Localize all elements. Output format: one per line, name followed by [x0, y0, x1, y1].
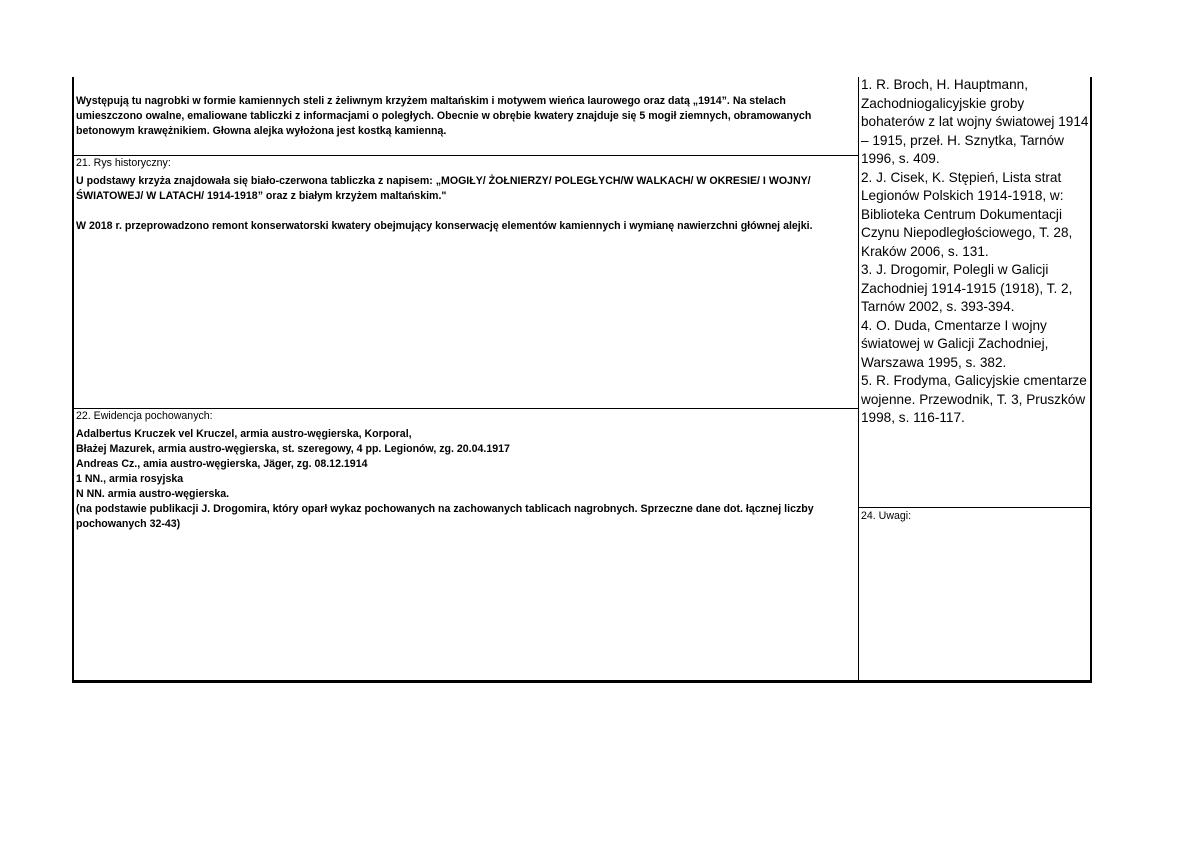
column-divider [858, 77, 859, 680]
reference-item: 1. R. Broch, H. Hauptmann, Zachodniogalicyjskie groby bohaterów z lat wojny światowej 1914 – 1915, przeł. H. Sznytka, Tarnów 1996, s. 409. [861, 77, 1089, 166]
row-divider-21 [74, 155, 858, 156]
references-cell [861, 76, 1091, 428]
burial-note: (na podstawie publikacji J. Drogomira, który oparł wykaz pochowanych na zachowanych tablicach nagrobnych. Sprzeczne dane dot. łącznej liczby pochowanych 32-43) [76, 503, 814, 530]
burial-entry: Adalbertus Kruczek vel Kruczel, armia austro-węgierska, Korporal, [76, 428, 412, 440]
section-21-paragraph: U podstawy krzyża znajdowała się biało-czerwona tabliczka z napisem: „MOGIŁY/ ŻOŁNIERZY/ POLEGŁYCH/W WALKACH/ W OKRESIE/ I WOJNY/ ŚWIATOWEJ/ W LATACH/ 1914-1918” oraz z białym krzyżem maltańskim." [76, 175, 811, 202]
burial-entry: N NN. armia austro-węgierska. [76, 488, 230, 500]
row-divider-22 [74, 408, 858, 409]
burial-entry: 1 NN., armia rosyjska [76, 473, 184, 485]
row-divider-24 [859, 507, 1092, 508]
section-24-cell [861, 510, 1091, 523]
section-21-paragraph: W 2018 r. przeprowadzono remont konserwatorski kwatery obejmujący konserwację elementów kamiennych i wymianę nawierzchni głównej alejki. [76, 220, 813, 232]
reference-item: 3. J. Drogomir, Polegli w Galicji Zachodniej 1914-1915 (1918), T. 2, Tarnów 2002, s. 393-394. [861, 262, 1073, 314]
section-21-cell [76, 157, 851, 234]
section-22-cell [76, 410, 851, 532]
section-22-label: 22. Ewidencja pochowanych: [76, 410, 213, 422]
burial-entry: Błażej Mazurek, armia austro-węgierska, st. szeregowy, 4 pp. Legionów, zg. 20.04.1917 [76, 443, 510, 455]
section-21-label: 21. Rys historyczny: [76, 157, 171, 169]
reference-item: 4. O. Duda, Cmentarze I wojny światowej w Galicji Zachodniej, Warszawa 1995, s. 382. [861, 317, 1049, 370]
description-text: Występują tu nagrobki w formie kamiennych steli z żeliwnym krzyżem maltańskim i motywem wieńca laurowego oraz datą „1914”. Na stelach umieszczono owalne, emaliowane tabliczki z informacjami o poległych. Obecnie w obrębie kwatery znajduje się 5 mogił ziemnych, obramowanych betonowym krawężnikiem. Głowna alejka wyłożona jest kostką kamienną. [76, 95, 812, 137]
burial-entry: Andreas Cz., amia austro-węgierska, Jäger, zg. 08.12.1914 [76, 458, 368, 470]
reference-item: 2. J. Cisek, K. Stępień, Lista strat Legionów Polskich 1914-1918, w: Biblioteka Centrum Dokumentacji Czynu Niepodległościowego, T. 28, Kraków 2006, s. 131. [861, 169, 1073, 259]
form-table [72, 77, 1092, 683]
section-24-label: 24. Uwagi: [861, 510, 912, 522]
reference-item: 5. R. Frodyma, Galicyjskie cmentarze wojenne. Przewodnik, T. 3, Pruszków 1998, s. 116-117. [861, 373, 1087, 425]
description-cell [76, 94, 851, 139]
